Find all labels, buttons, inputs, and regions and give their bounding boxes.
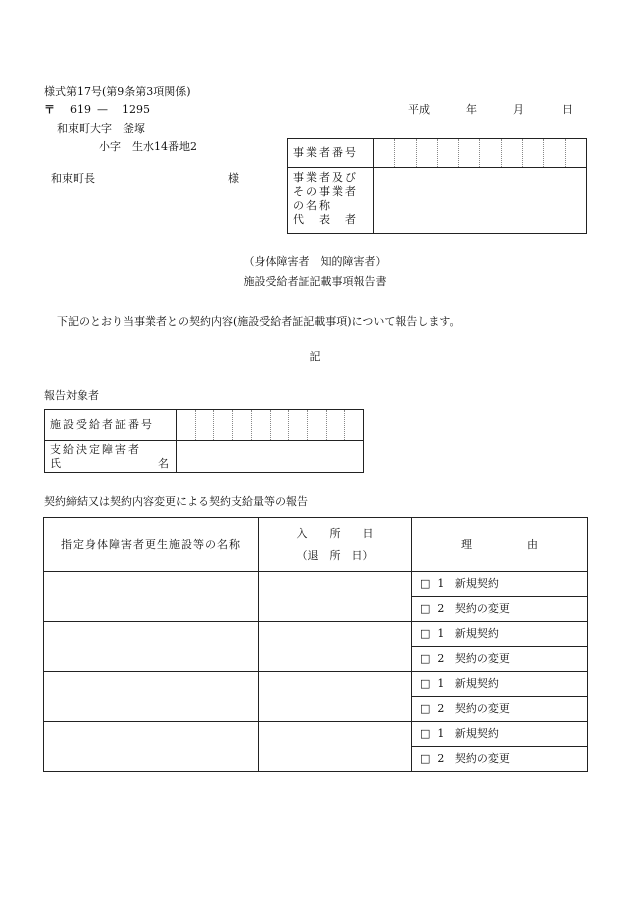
operator-name-field[interactable] [374,168,587,234]
admission-date-field[interactable] [259,672,412,722]
reason-contract-change[interactable] [412,597,588,622]
person-name-label-shi: 氏 [50,456,63,470]
operator-number-field[interactable] [374,139,587,168]
reason-number: 2 [437,702,445,715]
reason-label: 新規契約 [454,577,499,590]
recipient-name: 和束町長 [51,172,95,185]
reason-number: 2 [437,752,445,765]
reason-new-contract[interactable] [412,572,588,597]
reason-number: 1 [437,627,445,640]
target-table [44,409,364,473]
address-line-1: 和束町大字 釜塚 [57,122,145,135]
operator-name-label [288,168,374,234]
admission-date-field[interactable] [259,622,412,672]
facility-name-field[interactable] [44,572,259,622]
col-reason-header: 理 由 [412,518,588,572]
target-heading: 報告対象者 [44,389,99,402]
facility-name-field[interactable] [44,672,259,722]
ki-mark: 記 [309,350,321,363]
checkbox-icon[interactable]: □ [420,577,431,590]
reason-new-contract[interactable] [412,672,588,697]
date-day: 日 [562,103,573,116]
reason-new-contract[interactable] [412,722,588,747]
contract-heading: 契約締結又は契約内容変更による契約支給量等の報告 [44,495,308,508]
reason-label: 新規契約 [454,677,499,690]
col-facility-header: 指定身体障害者更生施設等の名称 [44,518,259,572]
reason-contract-change[interactable] [412,697,588,722]
reason-number: 1 [437,727,445,740]
reason-label: 新規契約 [454,727,499,740]
reason-contract-change[interactable] [412,747,588,772]
title-line-2: 施設受給者証記載事項報告書 [243,275,387,288]
contract-table [43,517,588,772]
reason-label: 契約の変更 [454,602,510,615]
date-month: 月 [513,103,524,116]
person-name-label-mei: 名 [158,456,171,470]
operator-name-label-line4: 代 表 者 [293,213,358,226]
cert-number-label: 施設受給者証番号 [45,410,177,441]
checkbox-icon[interactable]: □ [420,727,431,740]
person-name-label [45,441,177,473]
reason-label: 契約の変更 [454,752,510,765]
person-name-field[interactable] [177,441,364,473]
checkbox-icon[interactable]: □ [420,752,431,765]
operator-name-label-line1: 事業者及び [293,171,358,184]
postal-mark: 〒 [44,103,55,116]
col-date-header-line1: 入 所 日 [296,526,374,540]
checkbox-icon[interactable]: □ [420,652,431,665]
postal-code-2: 1295 [122,103,150,116]
col-date-header [259,518,412,572]
reason-label: 契約の変更 [454,702,510,715]
reason-new-contract[interactable] [412,622,588,647]
reason-number: 2 [437,652,445,665]
title-line-1: （身体障害者 知的障害者） [243,255,387,268]
admission-date-field[interactable] [259,722,412,772]
postal-code-1: 619 [70,103,91,116]
address-line-2: 小字 生水14番地2 [99,140,197,153]
col-date-header-line2: （退 所 日） [296,548,374,562]
checkbox-icon[interactable]: □ [420,702,431,715]
checkbox-icon[interactable]: □ [420,677,431,690]
reason-number: 1 [437,577,445,590]
operator-number-label: 事業者番号 [288,139,374,168]
date-era: 平成 [408,103,430,116]
body-text: 下記のとおり当事業者との契約内容(施設受給者証記載事項)について報告します。 [57,315,461,328]
date-year: 年 [466,103,477,116]
reason-number: 1 [437,677,445,690]
reason-number: 2 [437,602,445,615]
checkbox-icon[interactable]: □ [420,627,431,640]
reason-label: 新規契約 [454,627,499,640]
postal-dash: — [97,103,108,116]
admission-date-field[interactable] [259,572,412,622]
form-number: 様式第17号(第9条第3項関係) [44,85,191,98]
facility-name-field[interactable] [44,722,259,772]
reason-contract-change[interactable] [412,647,588,672]
checkbox-icon[interactable]: □ [420,602,431,615]
person-name-label-line1: 支給決定障害者 [50,442,141,456]
operator-name-label-line3: の名称 [293,199,332,212]
operator-name-label-line2: その事業者 [293,185,358,198]
reason-label: 契約の変更 [454,652,510,665]
facility-name-field[interactable] [44,622,259,672]
cert-number-field[interactable] [177,410,364,441]
operator-table [287,138,587,234]
recipient-honorific: 様 [228,172,239,185]
